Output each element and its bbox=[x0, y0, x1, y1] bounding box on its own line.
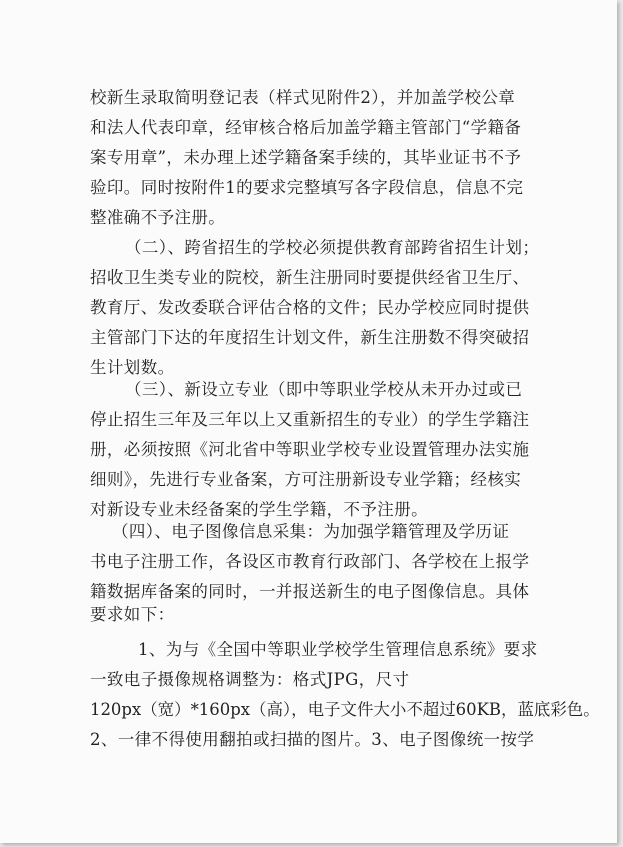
text-line: 停止招生三年及三年以上又重新招生的专业）的学生学籍注 bbox=[90, 410, 530, 429]
text-line: （二）、跨省招生的学校必须提供教育部跨省招生计划； bbox=[125, 238, 540, 257]
text-line: 120px（宽）*160px（高），电子文件大小不超过60KB，蓝底彩色。 bbox=[90, 700, 600, 719]
text-line: 招收卫生类专业的院校，新生注册同时要提供经省卫生厅、 bbox=[90, 268, 530, 287]
text-line: 对新设专业未经备案的学生学籍，不予注册。 bbox=[90, 500, 428, 519]
text-line: 验印。同时按附件1的要求完整填写各字段信息，信息不完 bbox=[90, 178, 524, 197]
text-line: 要求如下： bbox=[90, 605, 175, 624]
text-line: （四）、电子图像信息采集：为加强学籍管理及学历证 bbox=[112, 522, 510, 541]
text-line: 册，必须按照《河北省中等职业学校专业设置管理办法实施 bbox=[90, 440, 530, 459]
text-line: 整准确不予注册。 bbox=[90, 208, 226, 227]
text-line: 细则》，先进行专业备案，方可注册新设专业学籍；经核实 bbox=[90, 470, 522, 489]
text-line: 校新生录取简明登记表（样式见附件2），并加盖学校公章 bbox=[90, 88, 516, 107]
text-line: 和法人代表印章，经审核合格后加盖学籍主管部门“学籍备 bbox=[90, 118, 522, 137]
text-line: 书电子注册工作，各设区市教育行政部门、各学校在上报学 bbox=[90, 552, 530, 571]
text-line: 2、一律不得使用翻拍或扫描的图片。3、电子图像统一按学 bbox=[90, 730, 535, 749]
text-line: 一致电子摄像规格调整为：格式JPG，尺寸 bbox=[90, 670, 410, 689]
text-line: 1、为与《全国中等职业学校学生管理信息系统》要求 bbox=[138, 640, 538, 659]
text-line: 案专用章”，未办理上述学籍备案手续的，其毕业证书不予 bbox=[90, 148, 522, 167]
text-line: （三）、新设立专业（即中等职业学校从未开办过或已 bbox=[125, 380, 523, 399]
text-line: 生计划数。 bbox=[90, 358, 175, 377]
text-line: 籍数据库备案的同时，一并报送新生的电子图像信息。具体 bbox=[90, 582, 530, 601]
text-line: 主管部门下达的年度招生计划文件，新生注册数不得突破招 bbox=[90, 328, 530, 347]
text-line: 教育厅、发改委联合评估合格的文件；民办学校应同时提供 bbox=[90, 298, 530, 317]
